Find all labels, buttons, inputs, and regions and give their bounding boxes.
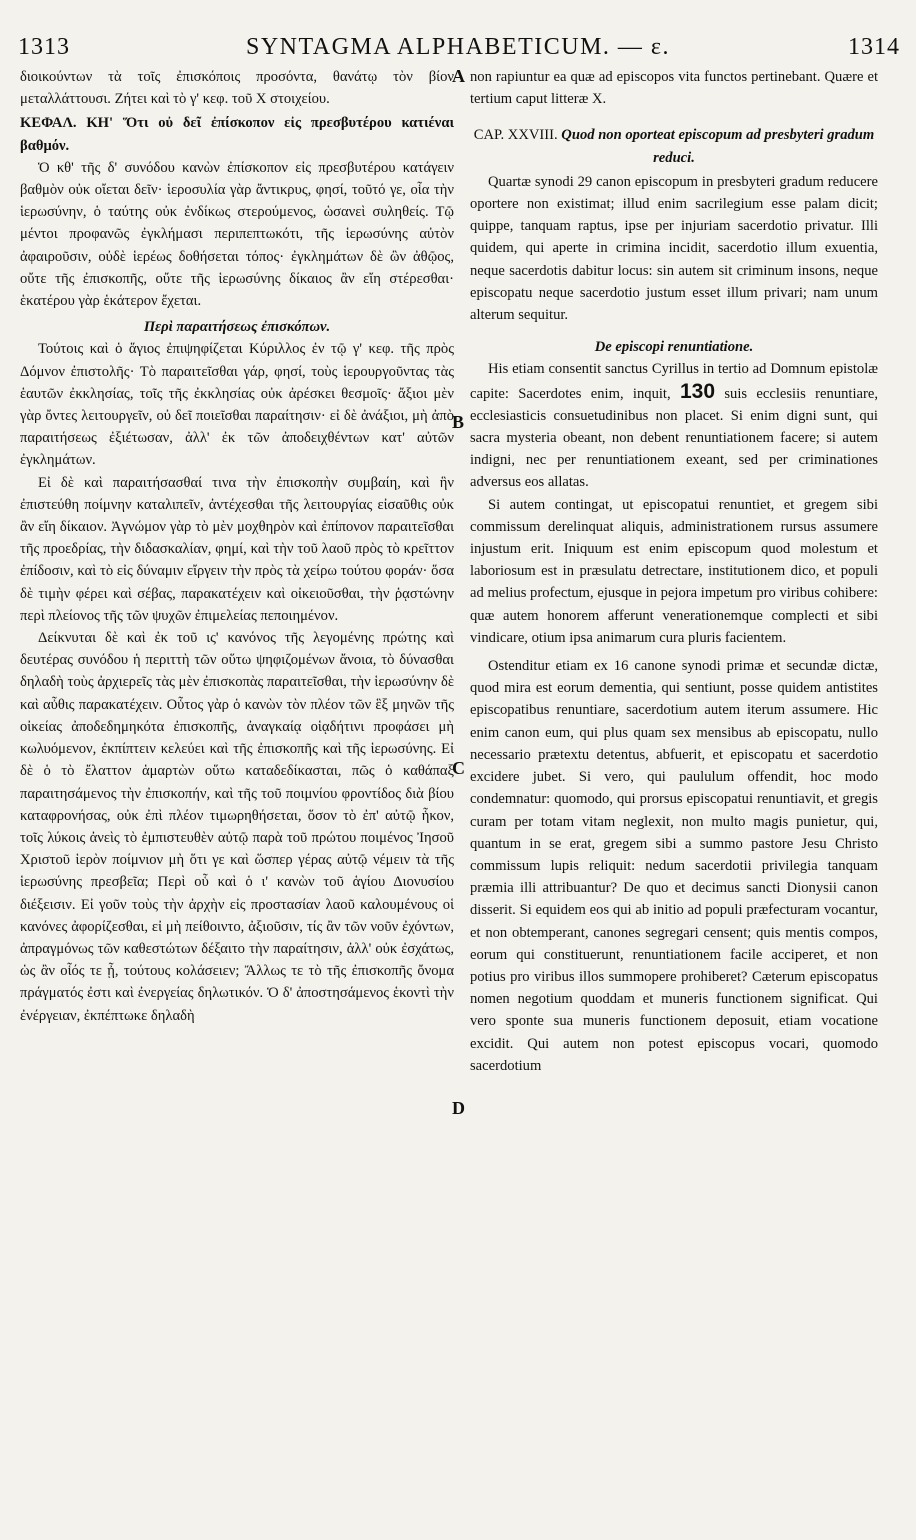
page-number-right: 1314 — [848, 34, 900, 60]
greek-column — [20, 66, 454, 1027]
greek-paragraph: Εἰ δὲ καὶ παραιτήσασθαί τινα τὴν ἐπισκοπὴν συμβαίη, καὶ ἣν ἐπιστεύθη ποίμνην καταλιπεῖν, ἀντέχεσθαι τῆς λειτουργίας εἰσαῦθις οὐκ ἂν εἴη δίκαιον. Ἀγνώμον γὰρ τὸ μὲν μοχθηρὸν καὶ ἐπίπονον παραιτεῖσθαι τῆς προεδρίας, τὴν διδασκαλίαν, φημί, καὶ τὴν τοῦ λαοῦ πρὸς τὸ κρεῖττον ἐπίδοσιν, καὶ τὸ εἰς δύναμιν εἴργειν τὴν πρὸς τὰ χείρω τούτου φοράν· ὅσα δὲ τιμὴν φέρει καὶ σέβας, παρακατέχειν καὶ οἰκειοῦσθαι, τὴν ῥᾳστώνην περὶ πλείονος τῆς τῶν ψυχῶν ἐπιμελείας πεποιημένον. — [20, 474, 454, 624]
greek-chapter-heading: ΚΕΦΑΛ. ΚΗ' Ὅτι οὐ δεῖ ἐπίσκοπον εἰς πρεσβυτέρου κατιέναι βαθμόν. — [20, 115, 454, 154]
greek-paragraph: Ὁ κθ' τῆς δ' συνόδου κανὼν ἐπίσκοπον εἰς πρεσβυτέρου κατάγειν βαθμὸν οὐκ οἴεται δεῖν· ἱεροσυλία γὰρ ἄντικρυς, φησί, τοῦτό γε, οἷα τὴν ἱερωσύνην, ὁ ταύτης οὐκ ἐνδίκως στερούμενος, ὡσανεὶ συληθείς. Τῷ μέντοι προφανῶς ἐγκλήμασι περιπεπτωκότι, τῆς ἱερωσύνης αὐτὸν ἀφαιροῦσιν, οὐδὲ ἱερέως δοθήσεται τόπος· ἐγκλημάτων δὲ ὢν ἀθῷος, οὔτε τῆς ἐπισκοπῆς, οὔτε τῆς ἱερωσύνης δίκαιος ἂν εἴη στέρεσθαι· ἑκατέρου γὰρ ἑκάτερον ἔχεται. — [20, 159, 454, 310]
page-number-left: 1313 — [18, 34, 70, 60]
latin-paragraph-text: His etiam consentit sanctus Cyrillus in tertio ad Domnum epistolæ capite: Sacerdotes enim, inquit, — [470, 361, 878, 402]
latin-paragraph: Si autem contingat, ut episcopatui renuntiet, et gregem sibi commissum derelinquat aliquis, administrationem rursus assumere injustum erit. Iniquum est enim episcopum quod molestum et laboriosum est in præsulatu detrectare, institutionem dico, et populi ad melius profectum, ejusque in pejora impetum pro viribus cohibere: quæ autem honorem afferunt venerationemque complecti et sibi vindicare, otium ipsa animarum cura pluris facientem. — [470, 496, 878, 646]
latin-subheading: De episcopi renuntiatione. — [594, 339, 754, 356]
latin-column — [470, 66, 878, 1077]
page-header — [10, 28, 906, 64]
latin-chapter-title: Quod non oporteat episcopum ad presbyteri gradum reduci. — [561, 127, 875, 166]
latin-intro: non rapiuntur ea quæ ad episcopos vita functos pertinebant. Quære et tertium caput litteræ X. — [470, 69, 878, 108]
latin-paragraph-text: suis ecclesiis renuntiare, ecclesiasticis consuetudinibus non placet. Si enim digni sunt, qui sacra mysteria obeant, non debent renuntiationem facere; si autem indigni, nec per renuntiationem exeant, sed per criminationes adversus eos allatas. — [470, 385, 878, 491]
margin-marker-c: C — [452, 758, 465, 778]
margin-marker-d: D — [452, 1098, 465, 1118]
latin-paragraph: Ostenditur etiam ex 16 canone synodi primæ et secundæ dictæ, quod mira est eorum dementia, qui sentiunt, posse quidem antistites episcopatibus renuntiare, sacerdotium autem iterum assumere. Hic enim canon eum, qui plus quam sex mensibus ab episcopatu, nullo necessario prætextu detentus, abfuerit, et episcopatu et sacerdotio excidere jubet. Si vero, qui paululum offendit, hoc modo condemnatur: quomodo, qui prorsus episcopatui renuntiavit, et gregis curam per totam vitam neglexit, non multo magis punietur, qui, quantum in se erat, gregem sibi a summo pastore Jesu Christo commissum lupis reliquit: nedum sacerdotii privilegia tanquam præmia illi attribuantur? De quo et decimus sancti Dionysii canon disserit. Si equidem eos qui ab initio ad populi præfecturam vocantur, et non obtemperant, canones segregari censent; quis mentis compos, eorum qui constituerunt, renuntiationem facile acciperet, et non potius pro viribus illos summopere prohiberet? Cæterum episcopatus nomen negotium quoddam et muneris functionem significat. Qui vero sponte sua muneris functionem deposuit, etiam vocatione excidit. Qui autem non potest episcopus vocari, quomodo sacerdotium — [470, 658, 878, 1074]
latin-chapter-label: CAP. XXVIII. — [473, 127, 558, 144]
margin-marker-a: A — [452, 66, 465, 86]
column-number-marker: 130 — [679, 379, 716, 403]
greek-subheading: Περὶ παραιτήσεως ἐπισκόπων. — [143, 319, 331, 336]
greek-intro: διοικούντων τὰ τοῖς ἐπισκόποις προσόντα, θανάτῳ τὸν βίον μεταλλάττουσι. Ζήτει καὶ τὸ γ' κεφ. τοῦ Χ στοιχείου. — [20, 69, 454, 108]
latin-chapter-heading — [470, 124, 878, 168]
greek-paragraph: Δείκνυται δὲ καὶ ἐκ τοῦ ις' κανόνος τῆς λεγομένης πρώτης καὶ δευτέρας συνόδου ἡ περιττὴ τῶν οὕτω ψηφιζομένων ἄνοια, τὸ δύνασθαι δηλαδὴ τοὺς ἀρχιερεῖς τὰς μὲν ἐπισκοπὰς παραιτεῖσθαι, τὴν ἱερωσύνην δὲ καὶ αὖθις παρακατέχειν. Οὗτος γὰρ ὁ κανὼν τὸν πλέον τῶν ἓξ μηνῶν τῆς οἰκείας ἀποδεδημηκότα ἐπισκοπῆς, ἀναγκαίᾳ οἱᾳδήτινι προφάσει μὴ κωλυόμενον, ἐκπίπτειν κελεύει καὶ τῆς ἐπισκοπῆς καὶ τῆς ἱερωσύνης. Εἰ δὲ ὁ τὸ ἔλαττον ἁμαρτὼν οὕτω καταδεδίκασται, πῶς ὁ καθάπαξ παραιτησάμενος τὴν ἐπισκοπήν, καὶ τῆς τοῦ ποιμνίου φροντίδος διὰ βίου καταφρονήσας, οὐκ ἐπὶ πλέον τιμωρηθήσεται, ὅσον τὸ ἐπ' αὐτῷ ἧκον, τοῖς λύκοις ἀνεὶς τὸ ἐμπιστευθὲν αὐτῷ παρὰ τοῦ πρώτου ποιμένος Ἰησοῦ Χριστοῦ ἱερὸν ποίμνιον μὴ ὅτι γε καὶ ὥσπερ γέρας αὐτῷ νέμειν τὰ τῆς ἱερωσύνης πρεσβεῖα; Περὶ οὗ καὶ ὁ ι' κανὼν τοῦ ἁγίου Διονυσίου διέξεισιν. Εἰ γοῦν τοὺς τὴν ἀρχὴν εἰς προστασίαν λαοῦ καλουμένους οἱ κανόνες ἀφορίζεσθαι, εἰ μὴ πείθοιντο, ἀξιοῦσιν, τίς ἂν τῶν νοῦν ἐχόντων, ἀπραγμόνως τῶν καθεστώτων δέξαιτο τὴν παραίτησιν, ἀλλ' οὐκ ἐσχάτως, ὡς ἂν οἷός τε ᾖ, τούτους κολάσειεν; Ἄλλως τε τὸ τῆς ἐπισκοπῆς ὄνομα πράγματός ἐστι καὶ ἐνεργείας δηλωτικόν. Ὁ δ' ἀποστησάμενος ἑκοντὶ τὴν ἐνέργειαν, ἐκπέπτωκε δηλαδὴ — [20, 630, 454, 1024]
latin-paragraph — [470, 358, 878, 493]
running-title: SYNTAGMA ALPHABETICUM. — ε. — [245, 34, 671, 60]
margin-marker-b: B — [452, 412, 465, 432]
greek-paragraph: Τούτοις καὶ ὁ ἅγιος ἐπιψηφίζεται Κύριλλος ἐν τῷ γ' κεφ. τῆς πρὸς Δόμνον ἐπιστολῆς· Τὸ παραιτεῖσθαι γάρ, φησί, τοὺς ἱερουργοῦντας τὰς ἑαυτῶν ἐκκλησίας, τοῖς τῆς ἐκκλησίας οὐκ ἀρέσκει θεσμοῖς· ἄξιοι μὲν γὰρ ὄντες λειτουργεῖν, οὐ δεῖ ποιεῖσθαι παραίτησιν· εἰ δὲ ἀνάξιοι, μὴ ἀπὸ παραιτήσεως ἐξιέτωσαν, ἀλλ' ἐκ τῶν ἀποδειχθέντων κατ' αὐτῶν ἐγκλημάτων. — [20, 341, 454, 469]
latin-paragraph: Quartæ synodi 29 canon episcopum in presbyteri gradum reducere oportere non existimat; illud enim sacrilegium esse palam dicit; quippe, tanquam raptus, ipse per injuriam sacerdotio privatur. Illi quidem, qui aperte in crimina incidit, sacerdotio illum exuentia, neque sacerdotis dabitur locus: sin autem sit criminum insons, neque episcopatu neque sacerdotio justum esset illum privari; nam unum alterum sequitur. — [470, 173, 878, 324]
